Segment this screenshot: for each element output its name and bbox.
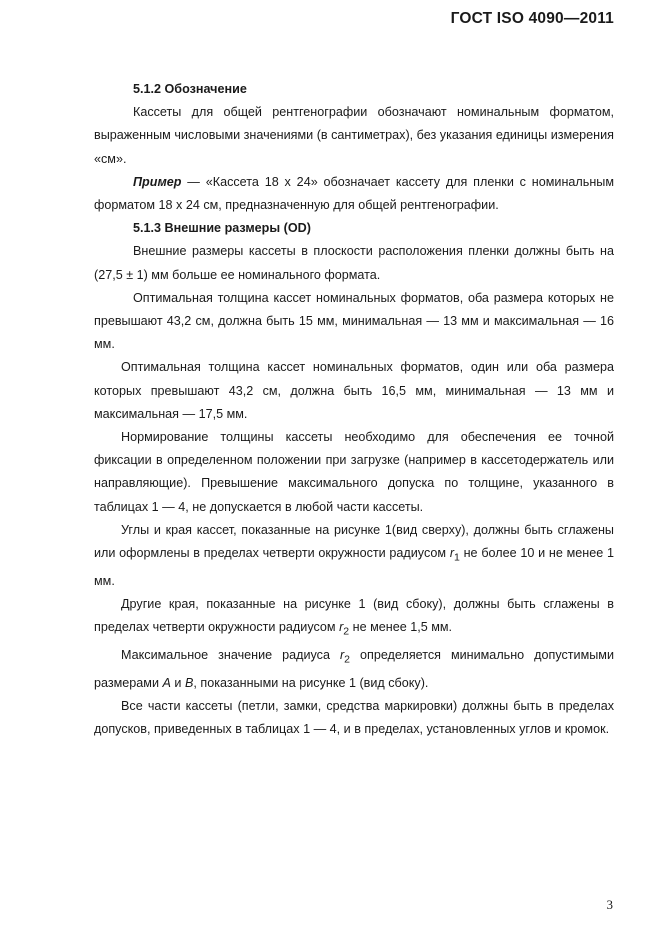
example-label: Пример	[133, 174, 182, 189]
paragraph-all-parts: Все части кассеты (петли, замки, средства маркировки) должны быть в пределах допусков, приведенных в таблицах 1 — 4, и в пределах, установленных углов и кромок.	[94, 698, 614, 737]
paragraph-thickness-norm: Нормирование толщины кассеты необходимо для обеспечения ее точной фиксации в определенном положении при загрузке (например в кассетодержатель или направляющие). Превышение максимального допуска по толщине, указанного в таблицах 1 — 4, не допускается в любой части кассеты.	[94, 430, 614, 514]
max-radius-text-b: определяется минимально допустимыми размерами	[94, 647, 614, 690]
paragraph-max-radius	[94, 644, 614, 695]
paragraph-designation: Кассеты для общей рентгенографии обозначают номинальным форматом, выраженным числовыми значениями (в сантиметрах), без указания единицы измерения «см».	[94, 105, 614, 166]
radius-r2-subscript: 2	[343, 625, 350, 638]
paragraph-thickness-small: Оптимальная толщина кассет номинальных форматов, оба размера которых не превышают 43,2 см, должна быть 15 мм, минимальная — 13 мм и максимальная — 16 мм.	[94, 290, 614, 352]
paragraph-edges	[94, 593, 614, 644]
page-number: 3	[606, 897, 613, 912]
section-heading-5-1-3: 5.1.3 Внешние размеры (OD)	[133, 221, 311, 236]
standard-header: ГОСТ ISO 4090—2011	[450, 10, 614, 27]
radius-r2-symbol-2: r	[339, 647, 345, 662]
paragraph-external-dimensions: Внешние размеры кассеты в плоскости расположения пленки должны быть на (27,5 ± 1) мм больше ее номинального формата.	[94, 244, 614, 282]
page-content	[94, 78, 614, 741]
max-radius-text-d: , показанными на рисунке 1 (вид сбоку).	[193, 675, 429, 690]
radius-r2-symbol: r	[339, 620, 344, 635]
radius-r2-subscript-2: 2	[344, 653, 351, 666]
paragraph-corners	[94, 519, 614, 593]
max-radius-text-a: Максимальное значение радиуса	[121, 647, 340, 662]
max-radius-text-c: и	[170, 675, 185, 690]
example-text: — «Кассета 18 х 24» обозначает кассету для пленки с номинальным форматом 18 х 24 см, предназначенную для общей рентгенографии.	[94, 174, 614, 213]
dimension-a-symbol: A	[162, 675, 171, 690]
radius-r1-symbol: r	[449, 546, 455, 561]
paragraph-thickness-large: Оптимальная толщина кассет номинальных форматов, один или оба размера которых превышают 43,2 см, должна быть 16,5 мм, минимальная — 13 мм и максимальная — 17,5 мм.	[94, 360, 614, 421]
corners-text-b: не более 10 и не менее 1 мм.	[94, 546, 614, 588]
dimension-b-symbol: B	[184, 675, 194, 690]
edges-text-b: не менее 1,5 мм.	[349, 620, 453, 635]
section-heading-5-1-2: 5.1.2 Обозначение	[133, 82, 247, 96]
edges-text-a: Другие края, показанные на рисунке 1 (вид сбоку), должны быть сглажены в пределах четверти окружности радиусом	[94, 596, 614, 635]
radius-r1-subscript: 1	[454, 551, 460, 564]
corners-text-a: Углы и края кассет, показанные на рисунке 1(вид сверху), должны быть сглажены или оформлены в пределах четверти окружности радиусом	[94, 522, 614, 561]
paragraph-example	[94, 171, 614, 217]
